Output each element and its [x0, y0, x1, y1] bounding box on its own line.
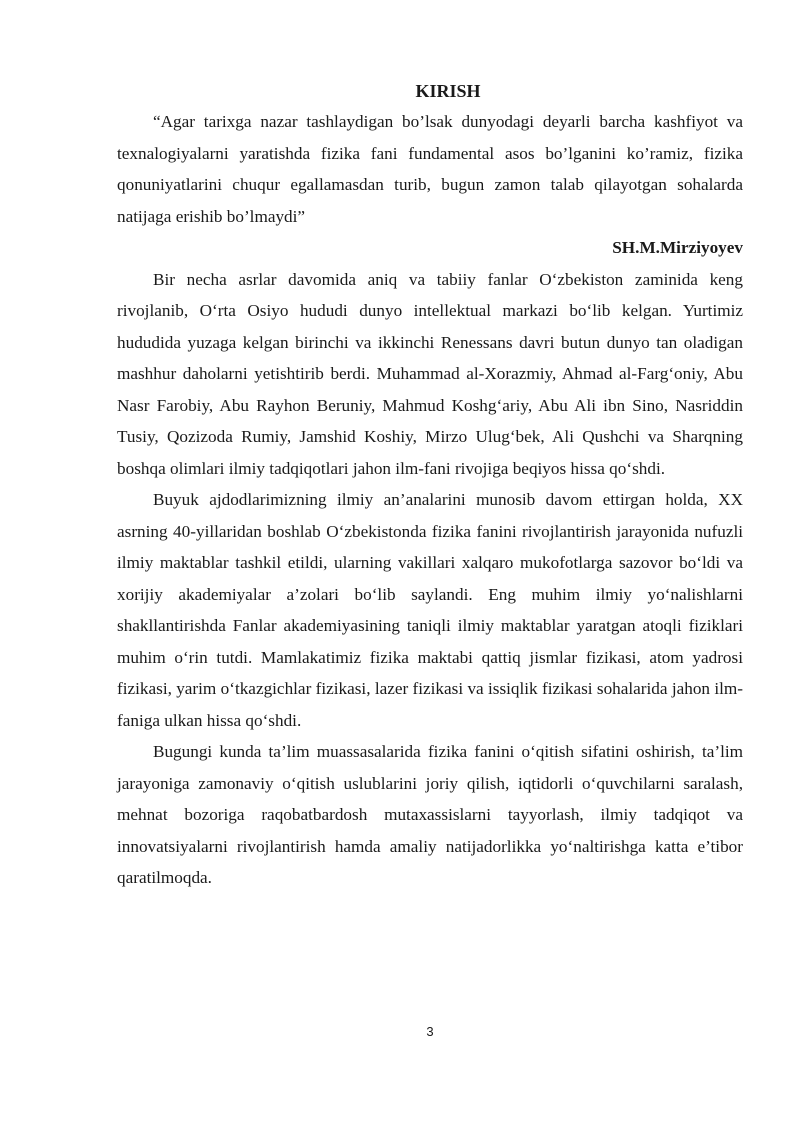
epigraph-quote: “Agar tarixga nazar tashlaydigan bo’lsak dunyodagi deyarli barcha kashfiyot va texnalogiyalarni yaratishda fizika fani fundamental asos bo’lganini ko’ramiz, fizika qonuniyatlarini chuqur egallamasdan turib, bugun zamon talab qilayotgan sohalarda natijaga erishib bo’lmaydi” — [117, 112, 743, 226]
body-paragraph: Bir necha asrlar davomida aniq va tabiiy fanlar O‘zbekiston zaminida keng rivojlanib, O‘rta Osiyo hududi dunyo intellektual markazi bo‘lib kelgan. Yurtimiz hududida yuzaga kelgan birinchi va ikkinchi Renessans davri butun dunyo tan oladigan mashhur daholarni yetishtirib berdi. Muhammad al-Xorazmiy, Ahmad al-Farg‘oniy, Abu Nasr Farobiy, Abu Rayhon Beruniy, Mahmud Koshg‘ariy, Abu Ali ibn Sino, Nasriddin Tusiy, Qozizoda Rumiy, Jamshid Koshiy, Mirzo Ulug‘bek, Ali Qushchi va Sharqning boshqa olimlari ilmiy tadqiqotlari jahon ilm-fani rivojiga beqiyos hissa qo‘shdi. — [117, 269, 743, 478]
page-number: 3 — [426, 1024, 434, 1039]
section-title: KIRISH — [415, 81, 481, 101]
page-content — [117, 76, 743, 894]
body-paragraph: Buyuk ajdodlarimizning ilmiy an’analarini munosib davom ettirgan holda, XX asrning 40-yillaridan boshlab O‘zbekistonda fizika fanini rivojlantirish jarayonida nufuzli ilmiy maktablar tashkil etildi, ularning vakillari xalqaro mukofotlarga sazovor bo‘ldi va xorijiy akademiyalar a’zolari bo‘lib saylandi. Eng muhim ilmiy yo‘nalishlarni shakllantirishda Fanlar akademiyasining taniqli ilmiy maktablar yaratgan atoqli fiziklari muhim o‘rin tutdi. Mamlakatimiz fizika maktabi qattiq jismlar fizikasi, atom yadrosi fizikasi, yarim o‘tkazgichlar fizikasi, lazer fizikasi va issiqlik fizikasi sohalarida jahon ilm-faniga ulkan hissa qo‘shdi. — [117, 490, 743, 730]
body-paragraph: Bugungi kunda ta’lim muassasalarida fizika fanini o‘qitish sifatini oshirish, ta’lim jarayoniga zamonaviy o‘qitish uslublarini joriy qilish, iqtidorli o‘quvchilarni saralash, mehnat bozoriga raqobatbardosh mutaxassislarni tayyorlash, ilmiy tadqiqot va innovatsiyalarni rivojlantirish hamda amaliy natijadorlikka yo‘naltirishga katta e’tibor qaratilmoqda. — [117, 742, 743, 887]
epigraph-author: SH.M.Mirziyoyev — [612, 238, 743, 257]
